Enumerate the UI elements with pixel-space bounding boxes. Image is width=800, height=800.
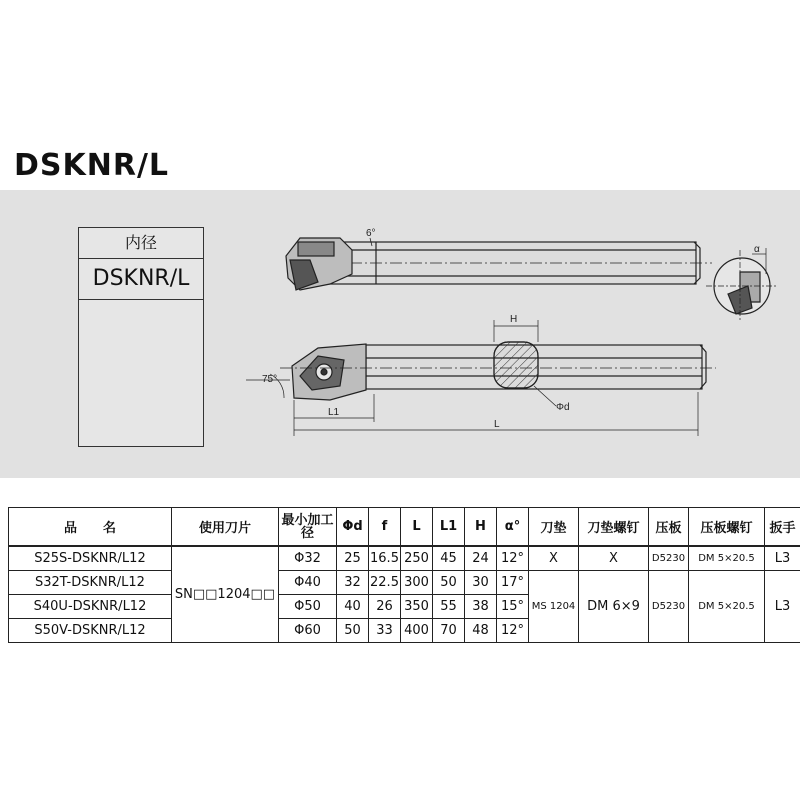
cell-clamp-group: D5230 xyxy=(649,571,689,643)
cell-wrench-group: L3 xyxy=(765,571,800,643)
cell-clamp: D5230 xyxy=(649,546,689,571)
header-H: H xyxy=(465,508,497,547)
cell-min-dia: Φ32 xyxy=(279,546,337,571)
header-insert: 使用刀片 xyxy=(172,508,279,547)
cell-alpha: 17° xyxy=(497,571,529,595)
cell-shim-screw-group: DM 6×9 xyxy=(579,571,649,643)
cell-f: 26 xyxy=(369,595,401,619)
cell-d: 50 xyxy=(337,619,369,643)
cell-clamp-screw: DM 5×20.5 xyxy=(689,546,765,571)
label-type: 内径 xyxy=(79,228,203,259)
spec-table xyxy=(8,507,800,643)
cell-H: 38 xyxy=(465,595,497,619)
cell-name: S25S-DSKNR/L12 xyxy=(9,546,172,571)
cell-f: 33 xyxy=(369,619,401,643)
header-d: Φd xyxy=(337,508,369,547)
cell-shim-screw: X xyxy=(579,546,649,571)
cell-min-dia: Φ40 xyxy=(279,571,337,595)
product-title: DSKNR/L xyxy=(14,148,170,183)
cell-L1: 50 xyxy=(433,571,465,595)
end-view xyxy=(706,248,778,322)
cell-name: S40U-DSKNR/L12 xyxy=(9,595,172,619)
cell-shim: X xyxy=(529,546,579,571)
cell-L: 300 xyxy=(401,571,433,595)
cell-min-dia: Φ50 xyxy=(279,595,337,619)
cell-H: 24 xyxy=(465,546,497,571)
header-name: 品 名 xyxy=(9,508,172,547)
header-clamp: 压板 xyxy=(649,508,689,547)
cell-L: 400 xyxy=(401,619,433,643)
cell-L: 250 xyxy=(401,546,433,571)
header-clamp-screw: 压板螺钉 xyxy=(689,508,765,547)
header-wrench: 扳手 xyxy=(765,508,800,547)
cell-d: 32 xyxy=(337,571,369,595)
label-box xyxy=(78,227,204,447)
alpha-label: α xyxy=(754,244,760,255)
H-label: H xyxy=(510,314,518,325)
cell-f: 22.5 xyxy=(369,571,401,595)
label-model: DSKNR/L xyxy=(79,259,203,300)
cell-L1: 45 xyxy=(433,546,465,571)
cell-alpha: 12° xyxy=(497,619,529,643)
header-alpha: α° xyxy=(497,508,529,547)
cell-H: 30 xyxy=(465,571,497,595)
header-shim-screw: 刀垫螺钉 xyxy=(579,508,649,547)
tool-top-view xyxy=(286,238,712,290)
angle-side-label: 75° xyxy=(262,374,278,385)
L-label: L xyxy=(494,419,500,430)
cell-alpha: 12° xyxy=(497,546,529,571)
cell-shim-group: MS 1204 xyxy=(529,571,579,643)
header-shim: 刀垫 xyxy=(529,508,579,547)
table-row xyxy=(9,546,800,571)
table-row xyxy=(9,571,800,595)
cell-d: 25 xyxy=(337,546,369,571)
header-f: f xyxy=(369,508,401,547)
cell-L1: 70 xyxy=(433,619,465,643)
cell-min-dia: Φ60 xyxy=(279,619,337,643)
header-L1: L1 xyxy=(433,508,465,547)
tool-side-view xyxy=(246,320,716,436)
cell-clamp-screw-group: DM 5×20.5 xyxy=(689,571,765,643)
L1-label: L1 xyxy=(328,407,340,418)
cell-L: 350 xyxy=(401,595,433,619)
table-header-row xyxy=(9,508,800,547)
cell-d: 40 xyxy=(337,595,369,619)
header-min-dia: 最小加工径 xyxy=(279,508,337,547)
cell-name: S50V-DSKNR/L12 xyxy=(9,619,172,643)
cell-name: S32T-DSKNR/L12 xyxy=(9,571,172,595)
cell-wrench: L3 xyxy=(765,546,800,571)
header-L: L xyxy=(401,508,433,547)
cell-insert: SN□□1204□□ xyxy=(172,546,279,643)
angle-top-label: 6° xyxy=(366,228,376,239)
cell-alpha: 15° xyxy=(497,595,529,619)
cell-f: 16.5 xyxy=(369,546,401,571)
phi-d-label: Φd xyxy=(556,402,570,413)
cell-L1: 55 xyxy=(433,595,465,619)
cell-H: 48 xyxy=(465,619,497,643)
